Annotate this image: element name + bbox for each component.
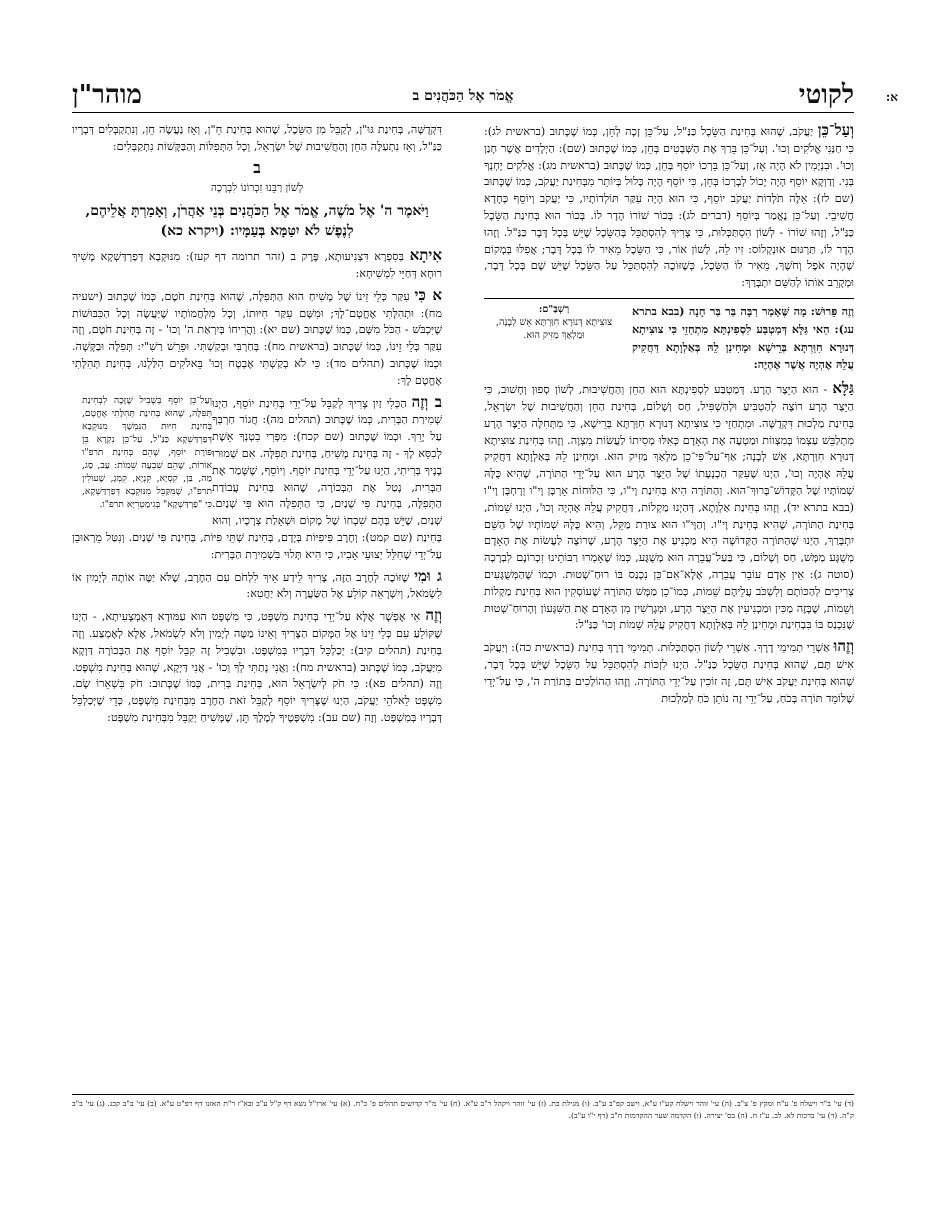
rashbam-text: צוּצִיתָא דְּנוּרָא חִוַּרְתָּא אֵשׁ לְבָנָה, וּמַלְאַךְ מַזִּיק הוּא. xyxy=(495,316,613,341)
lead-word: אִיתָא xyxy=(409,246,442,265)
paragraph-text: יַעֲקֹב, שֶׁהוּא בְּחִינַת הַשֵּׂכֶל כַּנַּ"ל, עַל־כֵּן זָכָה לְחֵן, כְּמוֹ שֶׁכָּתוּב (בראשית לג): כִּי חַנַּנִי אֱלֹקִים וְכוּ'. וְעַל־כֵּן בֵּרַךְ אֶת הַשְּׁבָטִים בְּחֵן, כְּמוֹ שֶׁכָּתוּב (שם): הַיְלָדִים אֲשֶׁר חָנַן וְכוּ'. וּבִנְיָמִין לֹא הָיָה אָז, וְעַל־כֵּן בֵּרְכוֹ יוֹסֵף בְּחֵן, כְּמוֹ שֶׁכָּתוּב (בראשית מג): אֱלֹקִים יָחְנְךָ בְּנִי. וְדַוְקָא יוֹסֵף הָיָה יָכוֹל לְבָרְכוֹ בְּחֵן, כִּי יוֹסֵף הָיָה כָּלוּל בְּיוֹתֵר מִבְּחִינַת יַעֲקֹב, כְּמוֹ שֶׁכָּתוּב (שם לז): אֵלֶּה תֹּלְדוֹת יַעֲקֹב יוֹסֵף, כִּי הוּא הָיָה עִקַּר תּוֹלְדוֹתָיו, כִּי יַעֲקֹב וְיוֹסֵף כְּחָדָא חֲשִׁיבֵי. וְעַל־כֵּן נֶאֱמַר בְּיוֹסֵף (דברים לג): בְּכוֹר שׁוֹרוֹ הָדָר לוֹ. בְּכוֹר הוּא בְּחִינַת הַשֵּׂכֶל כַּנַּ"ל, וְזֶהוּ שׁוֹרוֹ - לְשׁוֹן הִסְתַּכְּלוּת, כִּי צָרִיךְ לְהִסְתַּכֵּל בְּהַשֵּׂכֶל שֶׁיֵּשׁ בְּכָל דָּבָר כַּנַּ"ל. וְזֶהוּ הָדָר לוֹ, תַּרְגּוּם אוּנְקְלוֹס: זִיו לֵהּ, לְשׁוֹן אוֹר, כִּי הַשֵּׂכֶל מֵאִיר לוֹ בְּכָל דָּבָר; אֲפִלּוּ בְּמָקוֹם שֶׁהָיָה אֹפֶל וְחֹשֶׁךְ, מֵאִיר לוֹ הַשֵּׂכֶל, כְּשֶׁזּוֹכֶה לְהִסְתַּכֵּל עַל הַשֵּׂכֶל שֶׁיֵּשׁ שָׁם בְּכָל דָּבָר, וּמְקָרֵב אוֹתוֹ לְהַשֵּׁם יִתְבָּרַךְ: xyxy=(484,125,854,290)
paragraph xyxy=(72,247,442,283)
footnote-rule xyxy=(72,1094,854,1095)
paragraph xyxy=(484,638,854,707)
book-title-right: לקוטי xyxy=(798,80,854,110)
page-header xyxy=(72,76,898,110)
box-main-text: מָה שֶּׁאָמַר רַבָּה בַּר בַּר חָנָה (בבא בתרא עג): הַאי גַּלָּא דְּמַטְבַּע לִסְפִינְתָּא מִתְחַזֵי כִּי צוּצִיתָא דְּנוּרָא חִוַּרְתָּא בְּרֵישָׁא וּמָחִינַן לֵהּ בְּאַלְוָתָא דַּחֲקִיק עֲלֵהּ אֶהְיֶה אֲשֶׁר אֶהְיֶה: xyxy=(632,303,854,372)
lead-word: גַּלָּא xyxy=(832,379,854,398)
paragraph xyxy=(72,122,442,156)
side-note: וְעַל־כֵּן יוֹסֵף בְּשֶׁבִיל שֶׁזָּכָה לִבְחִינַת תְּפִלָּה, שֶׁהוּא בְּחִינַת תְּהִלָּתִי אֶחֱטָם, בְּחִינַת חִיּוּת הַנִּמְשָׁךְ מִנּוּקְבָא דְּפַרְדַּשְׁקָא כַּנַּ"ל, עַל־כֵּן נִקְרָא בֵּן פּוֹרָת יוֹסֵף, שֶׁהֵם בְּחִינַת תרפ"ו אוֹרוֹת, שֶׁהֵם שִׁבְעָה שֵׁמוֹת: עַב, סַג, מַה, בַּן, קִסְיָא, קִנְיָא, קִמְגָ, שֶׁעוֹלִין תרפ"ו, שֶׁמִּקַּבֵּל מִנּוּקְבָא דְּפַרְדַּשְׁקָא, כִּי "פַרְדַּשְׁקָא" בְּגִימַטְרִיָּא תרפ"ו. xyxy=(82,394,212,510)
paragraph xyxy=(72,568,442,604)
verse-quote: וַיֹּאמֶר ה' אֶל מֹשֶׁה, אֱמֹר אֶל הַכֹּהֲנִים בְּנֵי אַהֲרֹן, וְאָמַרְתָּ אֲלֵיהֶם, לְנֶפֶשׁ לֹא יִטַּמָּא בְּעַמָּיו: (ויקרא כא) xyxy=(85,203,429,240)
paragraph xyxy=(72,607,442,727)
lead-word: וְזֶה xyxy=(425,606,442,625)
paragraph xyxy=(72,287,442,390)
lead-word: וְזֶה פֵּרוּשׁ: xyxy=(810,303,854,318)
book-title-left: מוהר"ן xyxy=(72,80,142,110)
paragraph-text: - הוּא הַיֵּצֶר הָרָע. דְּמַטְבַּע לִסְפִינְתָּא הוּא הַחֵן וְהַחֲשִׁיבוּת, לְשׁוֹן סְפוּן וְחָשׁוּב, כִּי הַיֵּצֶר הָרָע רוֹצֶה לְהַטְבִּיעַ וּלְהַשְׁפִּיל, חַס וְשָׁלוֹם, בְּחִינַת הַחֵן וְהַחֲשִׁיבוּת שֶׁל יִשְׂרָאֵל, בְּחִינַת מַלְכוּת דִּקְדֻשָּׁה. וּמִתְחַזֵי כִּי צוּצִיתָא דְּנוּרָא חִוַּרְתָּא בְּרֵישָׁא, כִּי מִתְּחִלָּה הַיֵּצֶר הָרָע מִתְלַבֵּשׁ עַצְמוֹ בְּמִצְווֹת וּמַטְעֶה אֶת הָאָדָם כְּאִלּוּ מְסִיתוֹ לַעֲשׂוֹת מִצְוָה. וְזֶהוּ בְּחִינַת צוּצִיתָא דְּנוּרָא חִוַּרְתָּא, אֵשׁ לְבָנָה; אַף־עַל־פִּי־כֵן מַלְאַךְ מַזִּיק הוּא. וּמָחִינַן לֵהּ בְּאַלְוָתָא דַּחֲקִיק עֲלֵהּ אֶהְיֶה וְכוּ', הַיְנוּ שֶׁעִקַּר הַכְנָעָתוֹ שֶׁל הַיֵּצֶר הָרָע הוּא עַל־יְדֵי הַתּוֹרָה, שֶׁהִיא כֻּלָּהּ שְׁמוֹתָיו שֶׁל הַקָּדוֹשׁ־בָּרוּךְ־הוּא. וְהַתּוֹרָה הִיא בְּחִינַת וָי"ו, כִּי הַלּוּחוֹת אָרְכָּן וָי"ו וְרָחְבָּן וָי"ו (בבא בתרא יד), וְזֶהוּ בְּחִינַת אַלְוָתָא, דְּהַיְנוּ מַקְלוֹת, דַּחֲקִיק עֲלֵהּ אֶהְיֶה וְכוּ', הַיְנוּ שֵׁמוֹת, בְּחִינַת הַתּוֹרָה, שֶׁהִיא בְּחִינַת וָי"ו. וְהַוָּי"ו הוּא צוּרַת מַקֵּל, וְהִיא כֻּלָּהּ שְׁמוֹתָיו שֶׁל הַשֵּׁם יִתְבָּרַךְ, הַיְנוּ שֶׁהַתּוֹרָה הַקְּדוֹשָׁה הִיא מַכְנִיעַ אֶת הַיֵּצֶר הָרָע, שֶׁרוֹצֶה לַעֲשׂוֹת אֶת הָאָדָם מְשֻׁגָּע מַמָּשׁ, חַס וְשָׁלוֹם, כִּי בַּעַל־עֲבֵרָה הוּא מְשֻׁגָּע, כְּמוֹ שֶׁאָמְרוּ רַבּוֹתֵינוּ זִכְרוֹנָם לִבְרָכָה (סוטה ג): אֵין אָדָם עוֹבֵר עֲבֵרָה, אֶלָּא־אִם־כֵּן נִכְנַס בּוֹ רוּחַ־שְׁטוּת. וּכְמוֹ שֶׁהַמְּשֻׁגָּעִים צְרִיכִים לְהַכּוֹתָם וְלִשְׁכֹּב עֲלֵיהֶם שֵׁמוֹת, כְּמוֹ־כֵן מַמָּשׁ הַתּוֹרָה שֶׁעוֹסְקִין הוּא בְּחִינַת מַקְלוֹת וְשֵׁמוֹת, שֶׁבָּזֶה מַכִּין וּמַכְנִיעִין אֶת הַיֵּצֶר הָרָע, וּמְגָרְשִׁין מִן הָאָדָם אֶת הַשִּׁגָּעוֹן וְהָרוּחַ־שְׁטוּת שֶׁנִּכְנַס בּוֹ בִּבְחִינַת וּמָחִינַן לֵהּ בְּאַלְוָתָא דַּחֲקִיק עֲלֵהּ שֵׁמוֹת וְכוּ' כַּנַּ"ל: xyxy=(484,383,854,632)
commentary-box xyxy=(484,298,854,374)
header-rule xyxy=(72,112,854,113)
paragraph-text: עִקַּר כְּלֵי זֵינוֹ שֶׁל מָשִׁיחַ הוּא הַתְּפִלָּה, שֶׁהוּא בְּחִינַת חֹטֶם, כְּמוֹ שֶׁכָּתוּב (ישעיה מח): וּתְהִלָּתִי אֶחֱטָם־לָךְ; וּמִשָּׁם עִקַּר חִיּוּתוֹ, וְכָל מִלְחֲמוֹתָיו שֶׁיַּעֲשֶׂה וְכָל הַכִּבּוּשׁוֹת שֶׁיִּכְבֹּשׁ - הַכֹּל מִשָּׁם, כְּמוֹ שֶׁכָּתוּב (שם יא): וַהֲרִיחוֹ בְּיִרְאַת ה' וְכוּ' - זֶה בְּחִינַת חֹטֶם, וְזֶה עִקַּר כְּלֵי זֵינוֹ, כְּמוֹ שֶׁכָּתוּב (בראשית מח): בְּחַרְבִּי וּבְקַשְׁתִּי. וּפֵרֵשׁ רַשִׁ"י: תְּפִלָּה וּבַקָּשָׁה. וּכְמוֹ שֶׁכָּתוּב (תהלים מד): כִּי לֹא בְקַשְׁתִּי אֶבְטָח וְכוּ' בֵּאלֹקִים הִלַּלְנוּ, בְּחִינַת תְּהִלָּתִי אֶחֱטָם לָךְ: xyxy=(72,289,442,387)
paragraph-text: בְּסִפְרָא דִּצְנִיעוּתָא, פֶּרֶק ב (זהר תרומה דף קעז): מִנּוּקְבָא דְּפַרְדַּשְׁקָא מָשִׁיךְ רוּחָא דְּחַיֵּי לִמְשִׁיחָא: xyxy=(72,250,442,280)
right-column xyxy=(484,122,854,1070)
paragraph xyxy=(72,394,442,564)
paragraph-text: הַכְּלִי זַיִן צָרִיךְ לְקַבֵּל עַל־יְדֵי בְּחִינַת יוֹסֵף, הַיְנוּ שְׁמִירַת הַבְּרִית, כְּמוֹ שֶׁכָּתוּב (תהלים מה): חֲגוֹר חַרְבְּךָ עַל יָרֵךְ. וּכְמוֹ שֶׁכָּתוּב (שם קכח): מִפְּרִי בִטְנְךָ אֵשֶׁת לְכִסֵּא לָךְ - זֶה בְּחִינַת מָשִׁיחַ, בְּחִינַת תְּפִלָּה. אִם שְׁמוּרוּ בָנֶיךָ בְּרִיתִי, הַיְנוּ עַל־יְדֵי בְּחִינַת יוֹסֵף. וְיוֹסֵף, שֶׁשָּׁמַר אֶת הַבְּרִית, נָטַל אֶת הַבְּכוֹרָה, שֶׁהוּא בְּחִינַת עֲבוֹדַת הַתְּפִלָּה, בְּחִינַת פִּי שְׁנַיִם, כִּי הַתְּפִלָּה הוּא פִּי שְׁנַיִם. שְׁנַיִם, שֶׁיֵּשׁ בָּהֶם שִׁבְחוֹ שֶׁל מָקוֹם וּשְׁאֵלַת צְרָכָיו, וְהוּא בְּחִינַת (שם קמט): וְחֶרֶב פִּיפִיּוֹת בְּיָדָם, בְּחִינַת שְׁתֵּי פִּיּוֹת, בְּחִינַת פִּי שְׁנַיִם. וְנִטַּל מֵרְאוּבֵן עַל־יְדֵי שֶׁחִלֵּל יְצוּעֵי אָבִיו, כִּי הִיא תָּלוּי בִּשְׁמִירַת הַבְּרִית: xyxy=(72,396,442,561)
rashbam-title: רַשְׁבַּ"ם: xyxy=(538,303,570,315)
paragraph-text: אַשְׁרֵי תְמִימֵי דָרֶךְ. אַשְׁרֵי לְשׁוֹן הִסְתַּכְּלוּת. תְמִימֵי דָרֶךְ בְּחִינַת (בראשית כה): וְיַעֲקֹב אִישׁ תָּם, שֶׁהוּא בְּחִינַת הַשֵּׂכֶל כַּנַּ"ל. הַיְנוּ לִזְכּוֹת לְהִסְתַּכֵּל עַל הַשֵּׂכֶל שֶׁיֵּשׁ בְּכָל דָּבָר, שֶׁהוּא בְּחִינַת יַעֲקֹב אִישׁ תָּם, זֶה זוֹכִין עַל־יְדֵי הַתּוֹרָה. וְזֶהוּ הַהוֹלְכִים בְּתוֹרַת ה', כִּי עַל־יְדֵי שֶׁלּוֹמֵד תּוֹרָה בְּכֹחַ, עַל־יְדֵי זֶה נוֹתֵן כֹּחַ לְמַלְכוּת xyxy=(484,641,854,705)
paragraph-text: אִי אֶפְשָׁר אֶלָּא עַל־יְדֵי בְּחִינַת מִשְׁפָּט, כִּי מִשְׁפָּט הוּא עַמּוּדָא דְּאֶמְצָעִיתָא, - הַיְנוּ שֶׁקּוֹלֵעַ עִם כְּלֵי זֵינוֹ אֶל הַמָּקוֹם הַצָּרִיךְ וְאֵינוֹ מַטֶּה לְיָמִין וְלֹא לִשְׂמֹאל, אֶלָּא לְאֶמְצַע. וְזֶה בְּחִינַת (תהלים קיב): יְכַלְכֵּל דְּבָרָיו בְּמִשְׁפָּט. וּבִשְׁבִיל זֶה קִבֵּל יוֹסֵף אֶת הַבְּכוֹרָה דַּוְקָא מִיַּעֲקֹב, כְּמוֹ שֶׁכָּתוּב (בראשית מח): וַאֲנִי נָתַתִּי לְךָ וְכוּ' - אֲנִי דַּיְקָא, שֶׁהוּא בְּחִינַת מִשְׁפָּט. וְזֶה (תהלים פא): כִּי חֹק לְיִשְׂרָאֵל הוּא, בְּחִינַת בְּרִית, כְּמוֹ שֶׁכָּתוּב: חֹק בִּשְׁאֵרוֹ שָׂם. מִשְׁפָּט לֵאלֹהֵי יַעֲקֹב, הַיְנוּ שֶׁצָּרִיךְ יוֹסֵף לְקַבֵּל זֹאת הַחֶרֶב מִבְּחִינַת מִשְׁפָּט, כְּדֵי שֶׁיְּכַלְכֵּל דְּבָרָיו בְּמִשְׁפָּט. וְזֶה (שם עב): מִשְׁפָּטֶיךָ לְמֶלֶךְ תֵּן, שֶׁמָּשִׁיחַ יְקַבֵּל מִבְּחִינַת מִשְׁפָּט: xyxy=(72,610,442,724)
paragraph-text: שֶׁזּוֹכֶה לְחֶרֶב הַזֶּה, צָרִיךְ לֵידַע אֵיךְ לִלְחֹם עִם הַחֶרֶב, שֶׁלֹּא יַטֶּה אוֹתָהּ לְיָמִין אוֹ לִשְׂמֹאל, וְיִשְׁרָאֵה קוֹלֵעַ אֶל הַשַּׂעֲרָה וְלֹא יַחֲטִא: xyxy=(72,570,442,601)
section-letter: ב xyxy=(253,157,261,177)
lead-word: וְעַל־כֵּן xyxy=(817,122,854,139)
section-heading: לְשׁוֹן רַבֵּנוּ זִכְרוֹנוֹ לִבְרָכָה xyxy=(210,182,304,195)
box-main xyxy=(632,303,854,374)
lead-word: ג וּמִי xyxy=(414,566,442,585)
page-number: א: xyxy=(885,90,898,104)
footnotes: (ד) עי' ב"ר וישלח פ' ע"ח ומקץ פ' צ"ב. (ה) עי' זוהר וישלח קע"ו ע"א, וישב קפ"ב ע"ב. (ו) מגילת בת. (ז) עי' זוהר ויקהל ר"ב ע"א. (ח) עי' מ"ר קדושים תהלים פ' כ"ח. (א) עי' ארז"ל נשא דף ק"ל ע"ב ובא"ז ר"ת האזנו דף רפ"ט ע"א. (ב) עי' ב"ב קכג. (ג) עי' ב"ב ק"ה. (ד) עי' ברכות לא. לב. ע"ז ח. (ה) בס' יצירה. (ו) הקדמה שער ההקדמות ח"ב (דף י"ו ע"ב). xyxy=(72,1099,854,1120)
lead-word: ב וְזֶה xyxy=(411,392,442,411)
rashbam-note xyxy=(484,303,624,374)
paragraph xyxy=(484,380,854,634)
lead-word: א כִּי xyxy=(414,285,442,304)
paragraph xyxy=(484,122,854,292)
lead-word: וְזֶהוּ xyxy=(833,637,854,656)
section-title: אֱמֹר אֶל הַכֹּהֲנִים ב xyxy=(412,88,514,104)
left-column xyxy=(72,122,442,1090)
paragraph-text: דִּקְדֻשָּׁה, בְּחִינַת גּוּ"ן, לְקַבֵּל מִן הַשֵּׂכֶל, שֶׁהוּא בְּחִינַת חֵ"ן, וְאָז נַעֲשֶׂה חֵן, וְנִתְקַבְּלִים דְּבָרָיו כַּנַּ"ל, וְאָז נִתְעַלֶּה הַחֵן וְהַחֲשִׁיבוּת שֶׁל יִשְׂרָאֵל, וְכָל הַתְּפִלּוֹת וְהַבַּקָּשׁוֹת נִתְקַבְּלִים: xyxy=(72,123,442,153)
